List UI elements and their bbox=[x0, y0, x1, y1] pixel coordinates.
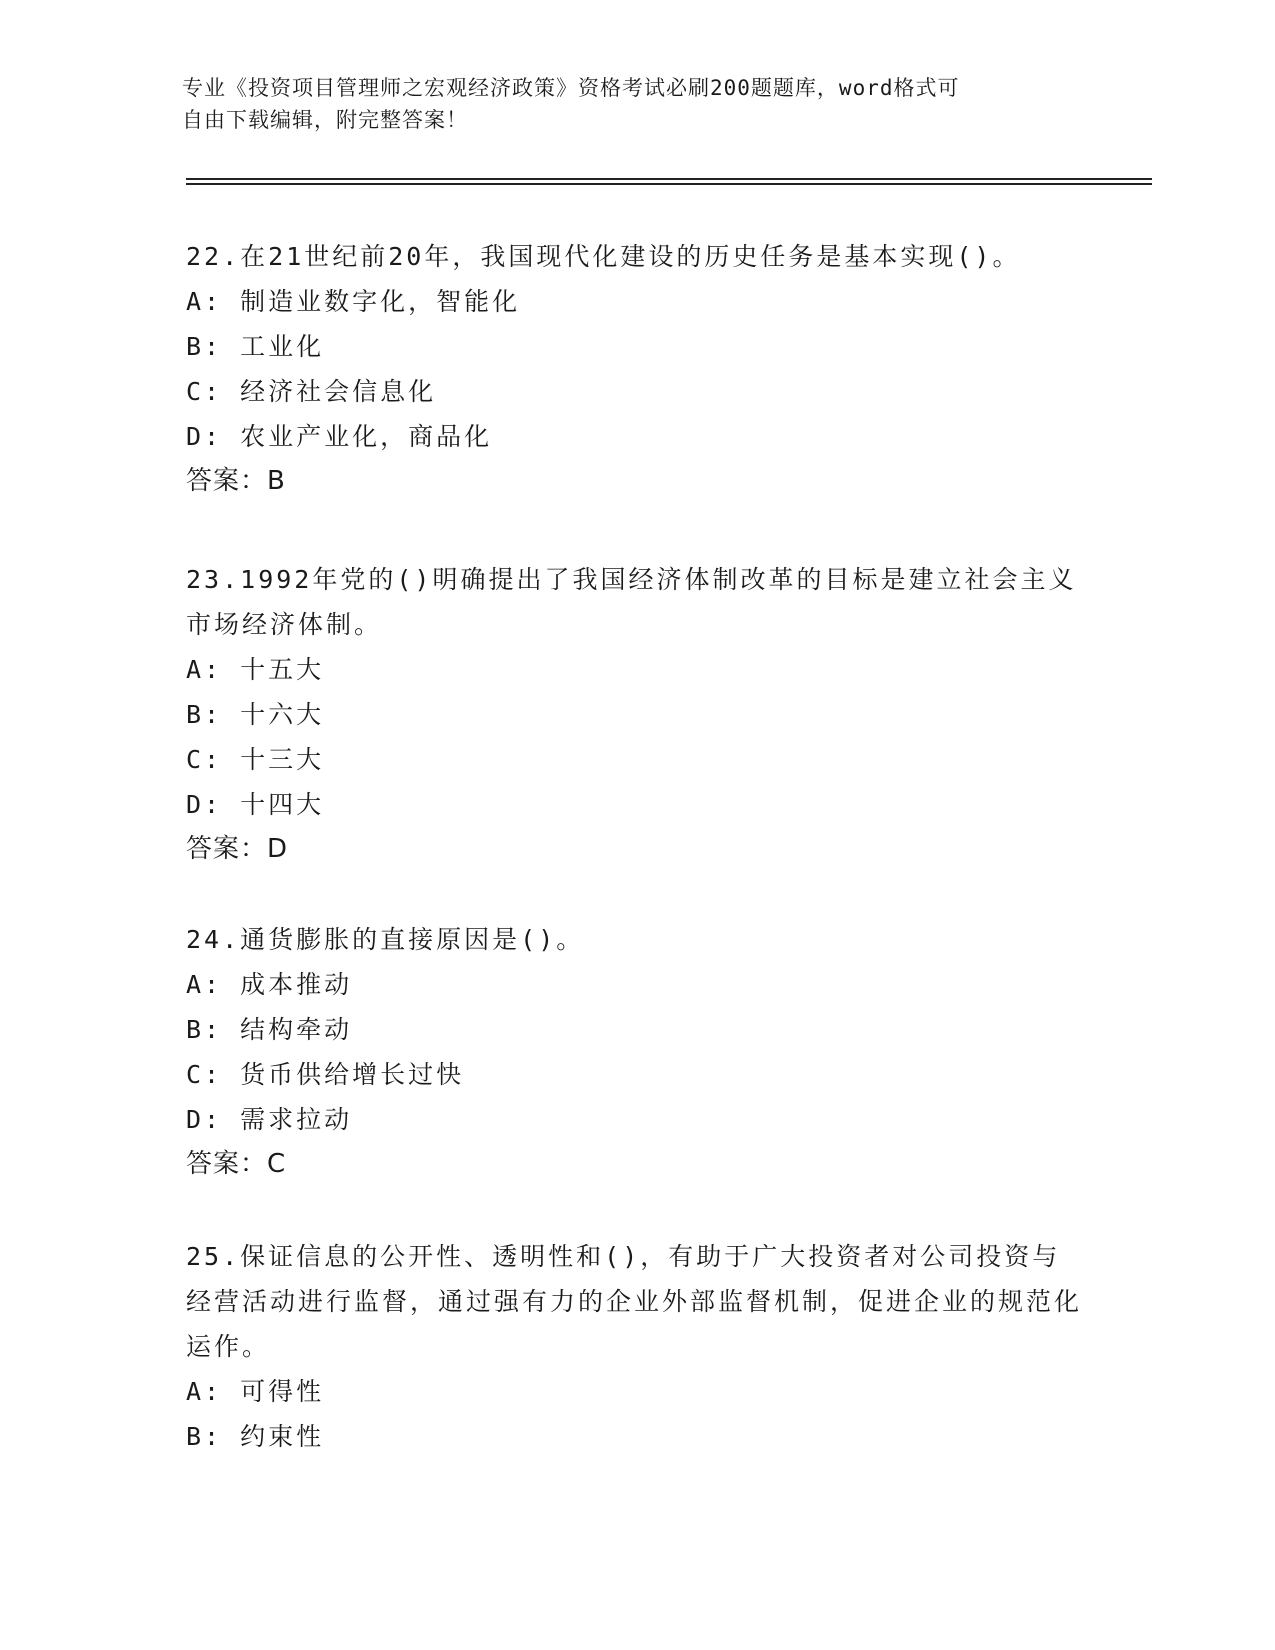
option-b: B: 约束性 bbox=[186, 1422, 325, 1451]
option-d: D: 需求拉动 bbox=[186, 1105, 353, 1134]
header-line-1: 专业《投资项目管理师之宏观经济政策》资格考试必刷200题题库，word格式可 bbox=[182, 76, 960, 100]
answer: 答案：B bbox=[186, 466, 286, 496]
question-22 bbox=[186, 234, 1086, 504]
question-23 bbox=[186, 557, 1086, 872]
option-d: D: 农业产业化，商品化 bbox=[186, 422, 493, 451]
option-a: A: 十五大 bbox=[186, 655, 325, 684]
option-c: C: 十三大 bbox=[186, 745, 325, 774]
question-25 bbox=[186, 1234, 1086, 1459]
answer: 答案：D bbox=[186, 834, 289, 864]
option-a: A: 成本推动 bbox=[186, 970, 353, 999]
header-divider-bottom bbox=[186, 183, 1152, 185]
header-divider-top bbox=[186, 178, 1152, 180]
option-b: B: 工业化 bbox=[186, 332, 325, 361]
option-a: A: 可得性 bbox=[186, 1377, 325, 1406]
document-header bbox=[182, 72, 1062, 136]
option-d: D: 十四大 bbox=[186, 790, 325, 819]
option-b: B: 十六大 bbox=[186, 700, 325, 729]
option-a: A: 制造业数字化，智能化 bbox=[186, 287, 521, 316]
answer: 答案：C bbox=[186, 1149, 287, 1179]
question-24 bbox=[186, 917, 1086, 1187]
option-b: B: 结构牵动 bbox=[186, 1015, 353, 1044]
option-c: C: 经济社会信息化 bbox=[186, 377, 437, 406]
question-stem: 25.保证信息的公开性、透明性和()，有助于广大投资者对公司投资与经营活动进行监督，通过强有力的企业外部监督机制，促进企业的规范化运作。 bbox=[186, 1242, 1083, 1361]
question-stem: 22.在21世纪前20年，我国现代化建设的历史任务是基本实现()。 bbox=[186, 242, 1021, 271]
question-stem: 23.1992年党的()明确提出了我国经济体制改革的目标是建立社会主义市场经济体制。 bbox=[186, 565, 1077, 639]
option-c: C: 货币供给增长过快 bbox=[186, 1060, 465, 1089]
question-stem: 24.通货膨胀的直接原因是()。 bbox=[186, 925, 585, 954]
header-line-2: 自由下载编辑，附完整答案！ bbox=[182, 108, 468, 132]
